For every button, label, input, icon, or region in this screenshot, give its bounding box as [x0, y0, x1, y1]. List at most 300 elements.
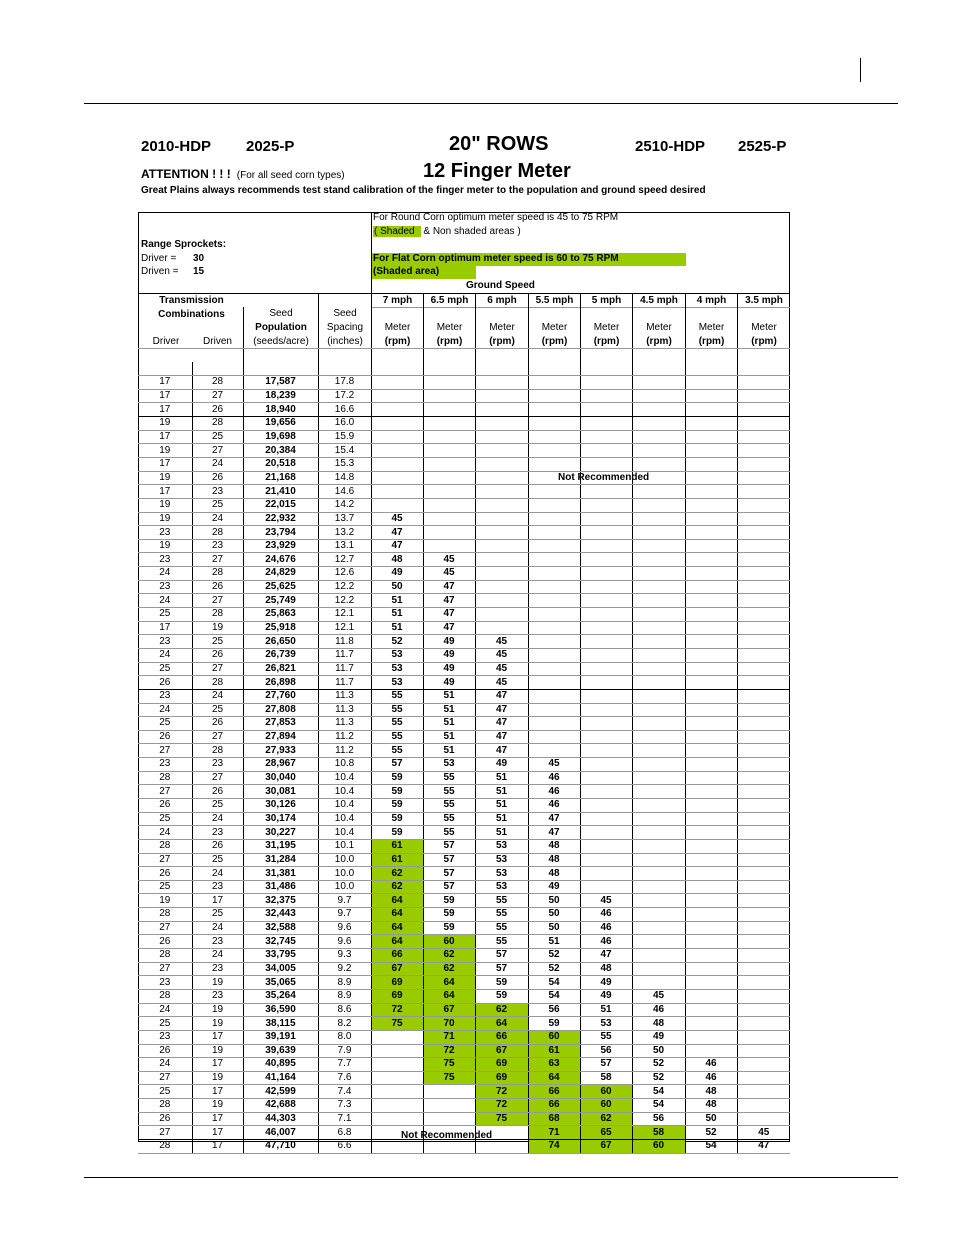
- table-cell: 23: [138, 758, 192, 772]
- table-cell: 8.6: [318, 1003, 371, 1017]
- table-cell: 72: [423, 1044, 475, 1058]
- table-cell: [528, 744, 580, 758]
- table-cell: [632, 594, 685, 608]
- table-row: [138, 839, 790, 853]
- table-cell: [528, 689, 580, 703]
- table-cell: [632, 417, 685, 431]
- table-cell: [371, 498, 423, 512]
- table-cell: 55: [423, 812, 475, 826]
- table-cell: [475, 594, 528, 608]
- table-cell: 28: [138, 771, 192, 785]
- table-cell: 39,191: [243, 1030, 318, 1044]
- table-cell: 11.2: [318, 744, 371, 758]
- table-cell: 17: [192, 1140, 243, 1154]
- table-cell: 47: [475, 744, 528, 758]
- table-cell: 19: [192, 1003, 243, 1017]
- table-row: [138, 1112, 790, 1126]
- spacer-row: [138, 362, 790, 376]
- table-cell: [632, 949, 685, 963]
- table-cell: [528, 389, 580, 403]
- table-cell: 17: [192, 1058, 243, 1072]
- table-cell: [423, 539, 475, 553]
- table-cell: [371, 430, 423, 444]
- table-cell: 55: [371, 730, 423, 744]
- table-cell: 47: [423, 621, 475, 635]
- table-cell: [580, 785, 632, 799]
- round-corn-note: For Round Corn optimum meter speed is 45 to 75 RPM: [373, 212, 619, 223]
- table-row: [138, 662, 790, 676]
- table-cell: 10.1: [318, 839, 371, 853]
- rpm-label: (rpm): [593, 336, 620, 347]
- table-cell: 11.3: [318, 717, 371, 731]
- table-cell: 46: [685, 1071, 737, 1085]
- page-title: 20" ROWS: [449, 133, 549, 155]
- table-cell: [737, 635, 790, 649]
- table-cell: [737, 485, 790, 499]
- table-cell: [371, 1099, 423, 1113]
- table-cell: [580, 580, 632, 594]
- table-cell: [632, 908, 685, 922]
- table-cell: 13.1: [318, 539, 371, 553]
- table-cell: [580, 417, 632, 431]
- table-cell: 59: [371, 826, 423, 840]
- table-row: [138, 989, 790, 1003]
- table-cell: 28: [192, 567, 243, 581]
- table-cell: 67: [475, 1044, 528, 1058]
- meter-heading: [529, 321, 580, 349]
- table-cell: [685, 567, 737, 581]
- table-cell: [580, 648, 632, 662]
- table-cell: 30,227: [243, 826, 318, 840]
- table-cell: 26: [138, 1044, 192, 1058]
- table-cell: [475, 376, 528, 390]
- table-cell: [580, 457, 632, 471]
- table-cell: [685, 444, 737, 458]
- table-cell: 53: [475, 839, 528, 853]
- table-cell: [371, 1071, 423, 1085]
- table-cell: [371, 376, 423, 390]
- table-cell: 39,639: [243, 1044, 318, 1058]
- table-cell: [685, 594, 737, 608]
- table-cell: 14.6: [318, 485, 371, 499]
- table-cell: 25: [192, 799, 243, 813]
- table-cell: 51: [423, 730, 475, 744]
- table-cell: [423, 1112, 475, 1126]
- table-cell: 51: [475, 785, 528, 799]
- population-line-3: (seeds/acre): [253, 336, 309, 347]
- table-row: [138, 976, 790, 990]
- table-cell: 54: [528, 976, 580, 990]
- table-cell: 30,081: [243, 785, 318, 799]
- table-cell: [685, 812, 737, 826]
- table-cell: 47: [423, 594, 475, 608]
- table-cell: 25: [192, 853, 243, 867]
- table-cell: [580, 676, 632, 690]
- table-cell: [423, 430, 475, 444]
- table-cell: 10.4: [318, 812, 371, 826]
- table-cell: [423, 1099, 475, 1113]
- table-cell: [632, 512, 685, 526]
- table-cell: [737, 785, 790, 799]
- table-cell: [737, 689, 790, 703]
- table-cell: 27,933: [243, 744, 318, 758]
- table-cell: 26: [192, 403, 243, 417]
- table-row: [138, 894, 790, 908]
- table-cell: [528, 498, 580, 512]
- table-cell: [528, 403, 580, 417]
- table-cell: 21,168: [243, 471, 318, 485]
- table-cell: [423, 362, 475, 376]
- table-cell: 24: [192, 949, 243, 963]
- table-cell: 47: [475, 730, 528, 744]
- table-cell: 27: [138, 921, 192, 935]
- table-cell: [737, 567, 790, 581]
- table-cell: [632, 853, 685, 867]
- table-cell: 47: [371, 539, 423, 553]
- table-cell: [580, 430, 632, 444]
- table-row: [138, 853, 790, 867]
- table-cell: 23,929: [243, 539, 318, 553]
- population-line-1: Seed: [269, 308, 293, 319]
- table-cell: 10.0: [318, 880, 371, 894]
- table-cell: 55: [371, 689, 423, 703]
- table-row: [138, 567, 790, 581]
- table-cell: 23: [192, 539, 243, 553]
- table-cell: [737, 949, 790, 963]
- table-cell: 45: [371, 512, 423, 526]
- speed-heading: 7 mph: [382, 295, 413, 306]
- table-cell: [138, 362, 192, 376]
- table-cell: 27: [192, 594, 243, 608]
- table-cell: [632, 662, 685, 676]
- table-cell: 12.1: [318, 621, 371, 635]
- transmission-line-2: Combinations: [158, 309, 225, 320]
- table-cell: 11.3: [318, 689, 371, 703]
- table-cell: 27,894: [243, 730, 318, 744]
- table-cell: [371, 471, 423, 485]
- table-cell: 46: [685, 1058, 737, 1072]
- attention-label: ATTENTION ! ! !: [141, 167, 231, 181]
- table-cell: 49: [371, 567, 423, 581]
- table-cell: 27: [192, 553, 243, 567]
- table-cell: 26: [192, 471, 243, 485]
- table-cell: 19: [192, 1017, 243, 1031]
- table-cell: 8.2: [318, 1017, 371, 1031]
- table-cell: 10.4: [318, 785, 371, 799]
- table-cell: 51: [475, 799, 528, 813]
- table-cell: [685, 417, 737, 431]
- table-cell: 25: [192, 635, 243, 649]
- table-cell: [580, 812, 632, 826]
- table-cell: 16.6: [318, 403, 371, 417]
- table-cell: [737, 1030, 790, 1044]
- table-cell: 25: [138, 812, 192, 826]
- table-cell: [528, 485, 580, 499]
- table-cell: [580, 758, 632, 772]
- table-cell: [685, 1017, 737, 1031]
- table-cell: 51: [371, 594, 423, 608]
- rpm-label: (rpm): [384, 336, 411, 347]
- table-cell: [528, 567, 580, 581]
- table-cell: [632, 839, 685, 853]
- model-right-1: 2510-HDP: [635, 138, 706, 155]
- table-cell: 54: [632, 1099, 685, 1113]
- table-cell: 59: [371, 799, 423, 813]
- table-cell: [737, 444, 790, 458]
- table-cell: [580, 553, 632, 567]
- not-recommended-upper: Not Recommended: [558, 472, 650, 483]
- table-cell: 75: [423, 1058, 475, 1072]
- table-cell: [737, 935, 790, 949]
- table-cell: 28: [192, 744, 243, 758]
- table-cell: [475, 403, 528, 417]
- table-cell: [632, 362, 685, 376]
- table-cell: 49: [423, 676, 475, 690]
- table-cell: 42,599: [243, 1085, 318, 1099]
- table-row: [138, 430, 790, 444]
- table-cell: 57: [423, 867, 475, 881]
- attention-line: [141, 167, 345, 181]
- table-cell: 75: [423, 1071, 475, 1085]
- table-cell: [685, 689, 737, 703]
- table-cell: [632, 676, 685, 690]
- table-cell: 30,040: [243, 771, 318, 785]
- meter-label: Meter: [646, 322, 672, 333]
- table-cell: [243, 362, 318, 376]
- table-cell: 40,895: [243, 1058, 318, 1072]
- meter-heading: [686, 321, 737, 349]
- table-cell: [685, 485, 737, 499]
- table-cell: [737, 580, 790, 594]
- table-cell: 23: [192, 880, 243, 894]
- table-cell: [737, 839, 790, 853]
- table-cell: 55: [580, 1030, 632, 1044]
- table-cell: [475, 1140, 528, 1154]
- table-cell: 7.4: [318, 1085, 371, 1099]
- table-cell: 55: [475, 908, 528, 922]
- table-cell: 24: [192, 512, 243, 526]
- spacing-line-2: Spacing: [326, 322, 364, 333]
- table-cell: [528, 553, 580, 567]
- table-cell: [475, 580, 528, 594]
- table-cell: [685, 880, 737, 894]
- table-cell: [580, 389, 632, 403]
- table-cell: [580, 526, 632, 540]
- table-cell: 19: [138, 417, 192, 431]
- table-cell: 23: [192, 485, 243, 499]
- table-cell: 69: [475, 1071, 528, 1085]
- table-cell: [632, 498, 685, 512]
- table-cell: 19: [138, 539, 192, 553]
- table-cell: 61: [528, 1044, 580, 1058]
- table-cell: [685, 1003, 737, 1017]
- table-cell: 48: [685, 1085, 737, 1099]
- table-cell: [737, 908, 790, 922]
- table-cell: [528, 717, 580, 731]
- table-cell: [528, 608, 580, 622]
- table-cell: [632, 799, 685, 813]
- table-cell: [580, 662, 632, 676]
- flat-corn-note: For Flat Corn optimum meter speed is 60 to 75 RPM: [372, 253, 686, 266]
- table-cell: [528, 662, 580, 676]
- table-cell: [685, 785, 737, 799]
- table-cell: [632, 976, 685, 990]
- table-cell: 47: [423, 580, 475, 594]
- table-cell: [685, 921, 737, 935]
- table-cell: [685, 949, 737, 963]
- table-cell: 64: [475, 1017, 528, 1031]
- table-cell: [475, 608, 528, 622]
- table-cell: 57: [475, 962, 528, 976]
- table-cell: 27: [192, 389, 243, 403]
- table-cell: 24: [138, 567, 192, 581]
- driven-value: 15: [193, 266, 205, 277]
- table-cell: 71: [423, 1030, 475, 1044]
- table-cell: 26,650: [243, 635, 318, 649]
- table-cell: [423, 471, 475, 485]
- table-cell: 10.4: [318, 826, 371, 840]
- table-cell: 8.9: [318, 976, 371, 990]
- table-cell: 46: [528, 799, 580, 813]
- page-mark: [860, 58, 861, 82]
- table-cell: [423, 376, 475, 390]
- table-cell: 47: [475, 703, 528, 717]
- table-cell: 53: [475, 867, 528, 881]
- table-cell: 65: [580, 1126, 632, 1140]
- table-cell: [371, 485, 423, 499]
- table-cell: 59: [423, 921, 475, 935]
- table-cell: 28: [138, 949, 192, 963]
- table-cell: [737, 403, 790, 417]
- table-cell: 66: [528, 1099, 580, 1113]
- table-cell: 53: [423, 758, 475, 772]
- table-cell: 59: [371, 785, 423, 799]
- table-cell: 57: [423, 880, 475, 894]
- table-cell: [371, 362, 423, 376]
- shaded-label: ( Shaded: [373, 226, 421, 237]
- table-cell: [423, 403, 475, 417]
- table-cell: [528, 417, 580, 431]
- table-cell: 52: [528, 949, 580, 963]
- table-cell: 31,284: [243, 853, 318, 867]
- table-cell: 47: [475, 689, 528, 703]
- table-cell: [580, 635, 632, 649]
- table-cell: [685, 471, 737, 485]
- table-cell: 24: [192, 812, 243, 826]
- table-cell: [423, 512, 475, 526]
- table-cell: [737, 853, 790, 867]
- table-cell: 59: [371, 771, 423, 785]
- table-cell: 50: [528, 894, 580, 908]
- table-cell: 11.3: [318, 703, 371, 717]
- non-shaded-label: & Non shaded areas ): [423, 226, 521, 237]
- table-cell: [371, 1030, 423, 1044]
- not-recommended-lower: Not Recommended: [401, 1130, 493, 1141]
- table-cell: [737, 471, 790, 485]
- table-cell: 26: [192, 785, 243, 799]
- driver-heading: Driver: [152, 336, 180, 347]
- table-cell: [580, 403, 632, 417]
- table-cell: 17: [138, 389, 192, 403]
- table-cell: [632, 376, 685, 390]
- table-row: [138, 730, 790, 744]
- table-cell: 17: [192, 1126, 243, 1140]
- table-cell: 17: [138, 403, 192, 417]
- table-cell: [528, 703, 580, 717]
- table-row: [138, 376, 790, 390]
- table-cell: [371, 1112, 423, 1126]
- table-row: [138, 635, 790, 649]
- table-cell: 28: [192, 676, 243, 690]
- table-cell: 11.8: [318, 635, 371, 649]
- table-cell: [475, 430, 528, 444]
- table-cell: 57: [371, 758, 423, 772]
- table-row: [138, 444, 790, 458]
- table-cell: 25: [138, 1085, 192, 1099]
- table-cell: 47: [371, 526, 423, 540]
- table-cell: [423, 498, 475, 512]
- rpm-label: (rpm): [751, 336, 777, 347]
- table-cell: 35,264: [243, 989, 318, 1003]
- table-cell: 17: [138, 457, 192, 471]
- table-cell: 38,115: [243, 1017, 318, 1031]
- table-cell: [737, 921, 790, 935]
- speed-heading: 3.5 mph: [745, 295, 783, 306]
- table-cell: 62: [371, 880, 423, 894]
- table-cell: [685, 867, 737, 881]
- table-cell: [580, 621, 632, 635]
- table-cell: [528, 457, 580, 471]
- table-cell: 54: [632, 1085, 685, 1099]
- table-cell: [528, 730, 580, 744]
- table-cell: 30,126: [243, 799, 318, 813]
- table-cell: 17: [138, 376, 192, 390]
- table-cell: 9.2: [318, 962, 371, 976]
- table-cell: 30,174: [243, 812, 318, 826]
- table-row: [138, 703, 790, 717]
- table-cell: [685, 608, 737, 622]
- table-cell: 51: [371, 608, 423, 622]
- table-cell: [685, 526, 737, 540]
- table-cell: [685, 839, 737, 853]
- table-cell: 48: [528, 867, 580, 881]
- table-cell: 46: [580, 935, 632, 949]
- table-cell: 25,918: [243, 621, 318, 635]
- table-row: [138, 1140, 790, 1154]
- table-cell: 17: [138, 621, 192, 635]
- top-rule: [84, 103, 898, 104]
- table-cell: 23: [138, 689, 192, 703]
- table-row: [138, 744, 790, 758]
- table-cell: 55: [371, 744, 423, 758]
- table-cell: [737, 826, 790, 840]
- table-cell: 49: [423, 648, 475, 662]
- table-cell: 55: [475, 921, 528, 935]
- table-cell: 23: [192, 826, 243, 840]
- table-cell: 47,710: [243, 1140, 318, 1154]
- table-cell: 45: [528, 758, 580, 772]
- table-cell: 56: [528, 1003, 580, 1017]
- table-cell: [632, 608, 685, 622]
- meter-heading: [476, 321, 528, 349]
- rpm-label: (rpm): [436, 336, 463, 347]
- table-cell: 12.6: [318, 567, 371, 581]
- meter-label: Meter: [384, 322, 411, 333]
- meter-label: Meter: [489, 322, 515, 333]
- table-cell: 51: [423, 689, 475, 703]
- driver-label: Driver =: [141, 253, 177, 264]
- table-cell: [371, 1085, 423, 1099]
